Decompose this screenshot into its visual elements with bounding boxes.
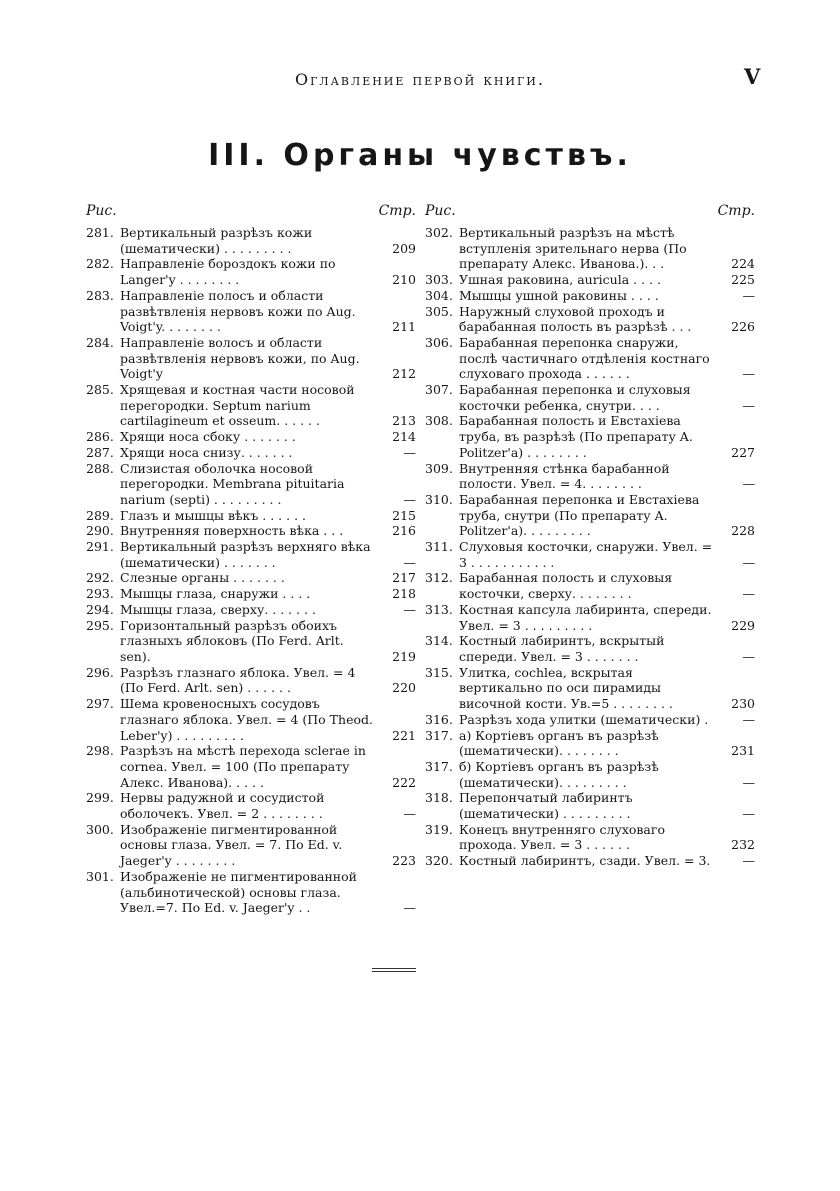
figure-caption: Наружный слуховой проходъ и барабанная полость въ разрѣзѣ . . .	[459, 303, 692, 335]
page-reference: 221	[392, 727, 416, 743]
contents-entry	[86, 743, 416, 790]
figure-caption: Барабанная перепонка и слуховыя косточки ребенка, снутри. . . .	[459, 382, 691, 413]
contents-entry	[425, 759, 755, 790]
figure-number: 293.	[86, 586, 114, 602]
page-reference: 211	[392, 319, 416, 335]
contents-entry	[86, 429, 416, 445]
page-reference: 209	[392, 240, 416, 256]
figure-caption: Мышцы глаза, снаружи . . . .	[120, 586, 311, 602]
page-reference: 219	[392, 648, 416, 664]
page-reference: —	[742, 397, 755, 413]
page-reference: —	[403, 601, 416, 617]
contents-entry	[425, 304, 755, 335]
page-reference: 229	[731, 617, 755, 633]
contents-entry	[425, 728, 755, 759]
page-reference: —	[742, 476, 755, 492]
contents-entry	[425, 822, 755, 853]
figure-caption: Направленіе бороздокъ кожи по Langer'y . . . . . . . .	[120, 256, 336, 288]
figure-number: 281.	[86, 225, 114, 240]
figure-caption: Слезные органы . . . . . . .	[120, 570, 285, 586]
page-reference: 232	[731, 837, 755, 853]
figure-caption: Внутренняя поверхность вѣка . . .	[120, 523, 344, 539]
page-reference: —	[403, 444, 416, 460]
contents-entry	[86, 523, 416, 539]
contents-entry	[425, 853, 755, 869]
contents-entry	[425, 461, 755, 492]
page-reference: 213	[392, 413, 416, 429]
page-reference: 217	[392, 570, 416, 586]
contents-entry	[425, 288, 755, 304]
page-reference: 224	[731, 256, 755, 272]
figure-number: 295.	[86, 617, 114, 633]
contents-entry	[86, 461, 416, 508]
figure-caption: Костный лабиринтъ, сзади. Увел. = 3.	[459, 853, 711, 869]
figure-number: 312.	[425, 570, 453, 586]
figure-number: 314.	[425, 633, 453, 649]
contents-entry	[425, 413, 755, 460]
contents-entry	[425, 633, 755, 664]
contents-entry	[425, 492, 755, 539]
page-reference: 231	[731, 743, 755, 759]
page-reference: 222	[392, 774, 416, 790]
figure-caption: Барабанная перепонка и Евстахіева труба, снутри (По препарату A. Politzer'a). . . . . . . . .	[459, 491, 700, 539]
figure-number: 302.	[425, 225, 453, 240]
figure-number: 282.	[86, 256, 114, 272]
figure-caption: Хрящи носа сбоку . . . . . . .	[120, 429, 296, 445]
figure-number: 317.	[425, 727, 453, 743]
figure-caption: Глазъ и мышцы вѣкъ . . . . . .	[120, 507, 306, 523]
figure-caption: Изображеніе пигментированной основы глаза. Увел. = 7. По Ed. v. Jaeger'y . . . . . . . .	[120, 821, 343, 869]
figure-number: 315.	[425, 664, 453, 680]
contents-entry	[86, 790, 416, 821]
figure-caption: Нервы радужной и сосудистой оболочекъ. Увел. = 2 . . . . . . . .	[120, 790, 325, 822]
page-reference: —	[742, 586, 755, 602]
figure-caption: Разрѣзъ на мѣстѣ перехода sclerae in cornea. Увел. = 100 (По препарату Алекс. Иванова). . . . .	[120, 743, 366, 790]
figure-number: 285.	[86, 382, 114, 398]
figure-number: 318.	[425, 790, 453, 806]
figure-number: 286.	[86, 429, 114, 445]
figure-caption: Костный лабиринтъ, вскрытый спереди. Увел. = 3 . . . . . . .	[459, 633, 665, 664]
figure-caption: Мышцы ушной раковины . . . .	[459, 287, 659, 303]
figure-caption: Мышцы глаза, сверху. . . . . . .	[120, 601, 316, 617]
section-title: III. Органы чувствъ.	[208, 138, 632, 173]
figure-caption: Ушная раковина, auricula . . . .	[459, 272, 661, 288]
figure-number: 311.	[425, 539, 453, 555]
contents-entry	[86, 256, 416, 287]
figure-number: 306.	[425, 334, 453, 350]
page-column-label: Стр.	[717, 203, 755, 219]
column-header	[86, 203, 416, 221]
page-reference: 220	[392, 680, 416, 696]
column-header	[425, 203, 755, 221]
figure-number: 294.	[86, 601, 114, 617]
figure-number: 313.	[425, 601, 453, 617]
figure-caption: Улитка, cochlea, вскрытая вертикально по оси пирамиды височной кости. Ув.=5 . . . . . . . .	[459, 664, 673, 712]
page-reference: —	[742, 806, 755, 822]
figure-number: 296.	[86, 664, 114, 680]
figure-column-label: Рис.	[86, 203, 117, 219]
page-reference: 218	[392, 586, 416, 602]
figure-number: 283.	[86, 287, 114, 303]
contents-entry	[86, 869, 416, 916]
contents-entry	[86, 602, 416, 618]
contents-entry	[425, 790, 755, 821]
contents-entry	[425, 665, 755, 712]
figure-number: 284.	[86, 334, 114, 350]
figure-number: 299.	[86, 790, 114, 806]
page-reference: 228	[731, 523, 755, 539]
figure-number: 317.	[425, 758, 453, 774]
figure-number: 298.	[86, 743, 114, 759]
figure-caption: Барабанная перепонка снаружи, послѣ частичнаго отдѣленія костнаго слуховаго прохода . . . . . .	[459, 334, 710, 382]
figure-caption: Направленіе полосъ и области развѣтвленія нервовъ кожи по Aug. Voigt'y. . . . . . . .	[120, 287, 356, 335]
figure-caption: Костная капсула лабиринта, спереди. Увел. = 3 . . . . . . . . .	[459, 601, 712, 633]
figure-caption: Разрѣзъ хода улитки (шематически) .	[459, 711, 709, 727]
figure-number: 308.	[425, 413, 453, 429]
figure-caption: Горизонтальный разрѣзъ обоихъ глазныхъ яблоковъ (По Ferd. Arlt. sen).	[120, 617, 344, 664]
figure-number: 307.	[425, 382, 453, 398]
figure-number: 309.	[425, 460, 453, 476]
figure-caption: Направленіе волосъ и области развѣтвленія нервовъ кожи, по Aug. Voigt'y	[120, 334, 360, 382]
figure-caption: Слуховыя косточки, снаружи. Увел. = 3 . . . . . . . . . . .	[459, 539, 713, 570]
figure-number: 304.	[425, 287, 453, 303]
contents-entry	[86, 586, 416, 602]
contents-entry	[425, 712, 755, 728]
page-number: V	[744, 64, 761, 89]
page-reference: 227	[731, 444, 755, 460]
figure-number: 288.	[86, 460, 114, 476]
contents-entry	[86, 696, 416, 743]
figure-number: 297.	[86, 696, 114, 712]
figure-caption: Внутренняя стѣнка барабанной полости. Увел. = 4. . . . . . . .	[459, 460, 670, 492]
figure-number: 292.	[86, 570, 114, 586]
contents-entry	[425, 225, 755, 272]
figure-number: 303.	[425, 272, 453, 288]
end-rule	[372, 968, 416, 969]
page-reference: —	[742, 366, 755, 382]
figure-number: 290.	[86, 523, 114, 539]
figure-number: 310.	[425, 491, 453, 507]
figure-caption: Разрѣзъ глазнаго яблока. Увел. = 4 (По Ferd. Arlt. sen) . . . . . .	[120, 664, 356, 696]
contents-entry	[86, 288, 416, 335]
running-title: Оглавление первой книги.	[295, 70, 545, 89]
figure-number: 320.	[425, 853, 453, 869]
page-reference: 225	[731, 272, 755, 288]
page-reference: 214	[392, 429, 416, 445]
page-reference: —	[403, 900, 416, 916]
figure-number: 319.	[425, 821, 453, 837]
page-reference: —	[742, 648, 755, 664]
contents-entry	[86, 225, 416, 256]
contents-column-left	[86, 203, 416, 916]
page-reference: 230	[731, 696, 755, 712]
figure-column-label: Рис.	[425, 203, 456, 219]
contents-column-right	[425, 203, 755, 869]
contents-entry	[86, 382, 416, 429]
figure-caption: Барабанная полость и слуховыя косточки, сверху. . . . . . . .	[459, 570, 673, 602]
page-reference: —	[742, 554, 755, 570]
page-reference: 215	[392, 507, 416, 523]
figure-number: 301.	[86, 868, 114, 884]
entry-list	[86, 225, 416, 916]
contents-entry	[425, 382, 755, 413]
figure-caption: Шема кровеносныхъ сосудовъ глазнаго яблока. Увел. = 4 (По Theod. Leber'y) . . . . . . . . .	[120, 696, 373, 743]
contents-entry	[425, 272, 755, 288]
figure-number: 305.	[425, 303, 453, 319]
contents-entry	[86, 539, 416, 570]
page-reference: —	[742, 287, 755, 303]
figure-caption: а) Кортіевъ органъ въ разрѣзѣ (шематически). . . . . . . .	[459, 727, 659, 759]
end-rule	[372, 971, 416, 972]
page-reference: —	[742, 853, 755, 869]
contents-entry	[425, 602, 755, 633]
figure-caption: Вертикальный разрѣзъ кожи (шематически) . . . . . . . . .	[120, 225, 313, 256]
contents-entry	[425, 539, 755, 570]
figure-caption: Хрящи носа снизу. . . . . . .	[120, 444, 293, 460]
figure-caption: Конецъ внутренняго слуховаго прохода. Увел. = 3 . . . . . .	[459, 821, 665, 853]
figure-caption: Вертикальный разрѣзъ верхняго вѣка (шематически) . . . . . . .	[120, 539, 371, 570]
figure-caption: б) Кортіевъ органъ въ разрѣзѣ (шематически). . . . . . . . .	[459, 758, 659, 790]
contents-entry	[86, 618, 416, 665]
figure-number: 300.	[86, 821, 114, 837]
page-reference: 212	[392, 366, 416, 382]
page-column-label: Стр.	[378, 203, 416, 219]
contents-entry	[86, 570, 416, 586]
page-reference: —	[403, 806, 416, 822]
contents-entry	[86, 508, 416, 524]
contents-entry	[86, 665, 416, 696]
page-reference: 226	[731, 319, 755, 335]
page-reference: —	[403, 554, 416, 570]
figure-number: 289.	[86, 507, 114, 523]
contents-entry	[86, 335, 416, 382]
figure-caption: Барабанная полость и Евстахіева труба, въ разрѣзѣ (По препарату A. Politzer'a) . . . . . . . .	[459, 413, 693, 460]
contents-entry	[86, 822, 416, 869]
figure-number: 291.	[86, 539, 114, 555]
figure-number: 316.	[425, 711, 453, 727]
figure-caption: Хрящевая и костная части носовой перегородки. Septum narium cartilagineum et osseum. . . . . .	[120, 382, 355, 429]
contents-entry	[425, 570, 755, 601]
figure-number: 287.	[86, 444, 114, 460]
contents-entry	[86, 445, 416, 461]
page-reference: 223	[392, 853, 416, 869]
figure-caption: Перепончатый лабиринтъ (шематически) . . . . . . . . .	[459, 790, 633, 822]
page-reference: —	[742, 774, 755, 790]
page-reference: —	[403, 491, 416, 507]
figure-caption: Слизистая оболочка носовой перегородки. Membrana pituitaria narium (septi) . . . . . . . . .	[120, 460, 345, 507]
page-reference: 216	[392, 523, 416, 539]
page-reference: 210	[392, 272, 416, 288]
contents-entry	[425, 335, 755, 382]
entry-list	[425, 225, 755, 869]
page-reference: —	[742, 711, 755, 727]
figure-caption: Изображеніе не пигментированной (альбинотической) основы глаза. Увел.=7. По Ed. v. Jaeger'y . .	[120, 868, 357, 916]
figure-caption: Вертикальный разрѣзъ на мѣстѣ вступленія зрительнаго нерва (По препарату Алекс. Иванова.). . .	[459, 225, 687, 272]
